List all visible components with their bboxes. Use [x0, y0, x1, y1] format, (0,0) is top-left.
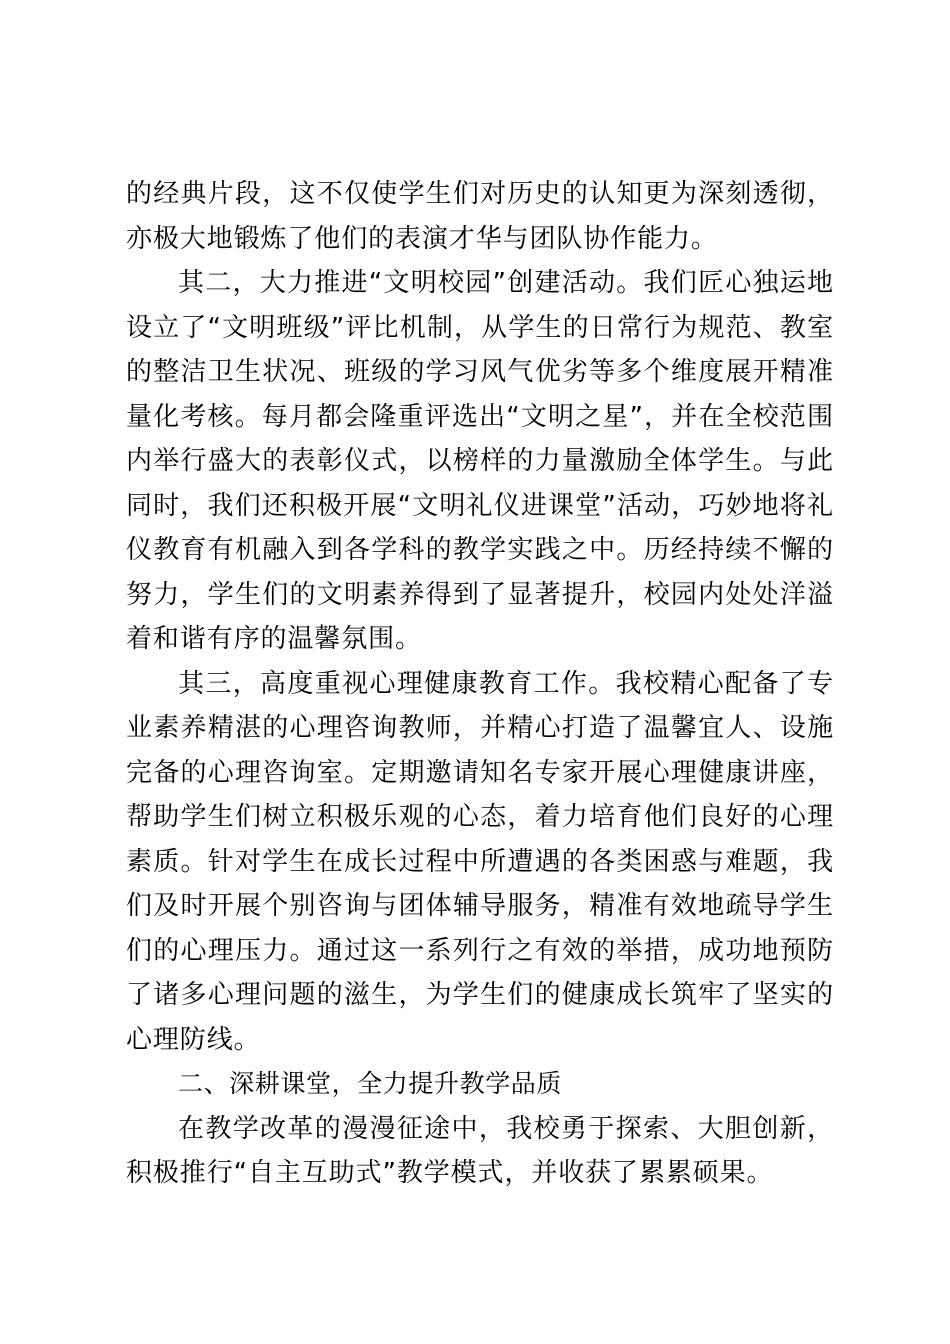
- paragraph-mental-health: 其三，高度重视心理健康教育工作。我校精心配备了专业素养精湛的心理咨询教师，并精心打造了温馨宜人、设施完备的心理咨询室。定期邀请知名专家开展心理健康讲座，帮助学生们树立积极乐观的心态，着力培育他们良好的心理素质。针对学生在成长过程中所遭遇的各类困惑与难题，我们及时开展个别咨询与团体辅导服务，精准有效地疏导学生们的心理压力。通过这一系列行之有效的举措，成功地预防了诸多心理问题的滋生，为学生们的健康成长筑牢了坚实的心理防线。: [126, 668, 834, 1055]
- paragraph-teaching-reform: 在教学改革的漫漫征途中，我校勇于探索、大胆创新，积极推行“自主互助式”教学模式，并收获了累累硕果。: [126, 1113, 834, 1188]
- document-body: [126, 172, 834, 1196]
- paragraph-continuation: 的经典片段，这不仅使学生们对历史的认知更为深刻透彻，亦极大地锻炼了他们的表演才华与团队协作能力。: [126, 179, 834, 254]
- paragraph-civilized-campus: 其二，大力推进“文明校园”创建活动。我们匠心独运地设立了“文明班级”评比机制，从学生的日常行为规范、教室的整洁卫生状况、班级的学习风气优劣等多个维度展开精准量化考核。每月都会隆重评选出“文明之星”，并在全校范围内举行盛大的表彰仪式，以榜样的力量激励全体学生。与此同时，我们还积极开展“文明礼仪进课堂”活动，巧妙地将礼仪教育有机融入到各学科的教学实践之中。历经持续不懈的努力，学生们的文明素养得到了显著提升，校园内处处洋溢着和谐有序的温馨氛围。: [126, 268, 834, 654]
- section-heading: 二、深耕课堂，全力提升教学品质: [178, 1069, 563, 1098]
